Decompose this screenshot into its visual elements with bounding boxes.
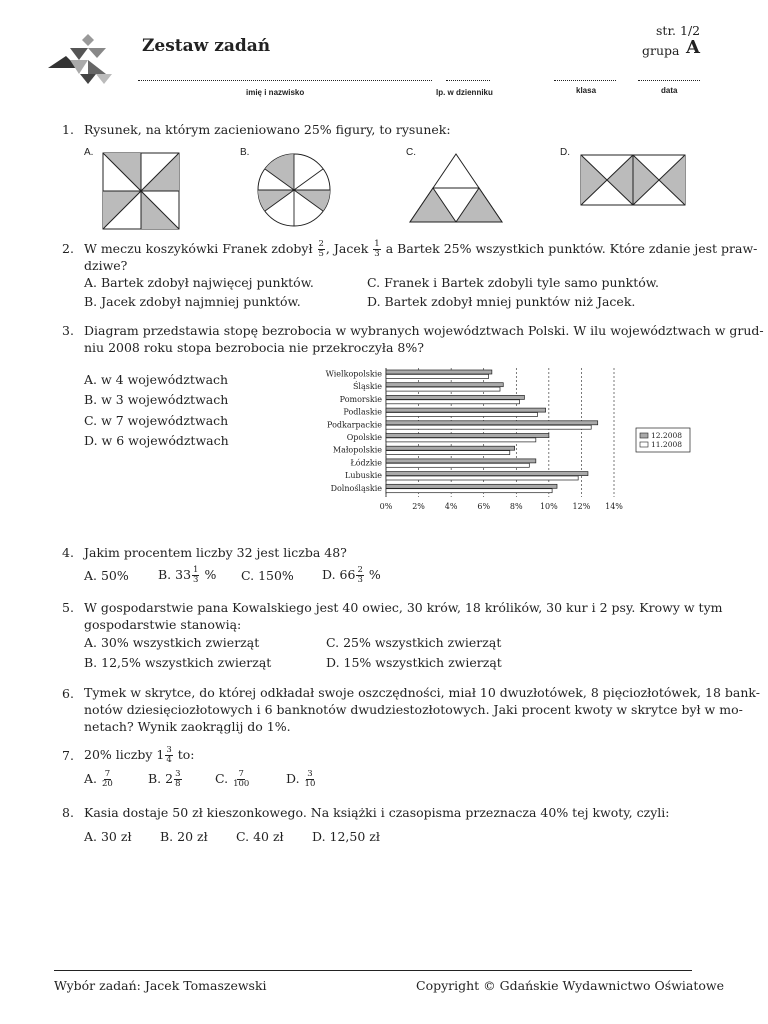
q2-fraction-jacek: $\frac{1}{3}$ xyxy=(374,239,380,259)
category-label: Podkarpackie xyxy=(327,420,382,430)
name-field-label: imię i nazwisko xyxy=(246,88,305,97)
category-label: Lubuskie xyxy=(345,471,382,481)
group-label: grupa xyxy=(642,43,680,58)
q8-number: 8. xyxy=(62,805,74,820)
q2-answer-b[interactable]: B. Jacek zdobył najmniej punktów. xyxy=(84,294,301,309)
number-field-label: lp. w dzienniku xyxy=(436,88,493,97)
category-label: Pomorskie xyxy=(339,394,382,404)
q1-option-c[interactable]: C. xyxy=(406,147,416,158)
q5-answer-d[interactable]: D. 15% wszystkich zwierząt xyxy=(326,655,502,670)
x-tick-label: 4% xyxy=(444,502,458,511)
q8-answer-b[interactable]: B. 20 zł xyxy=(160,829,208,844)
q2-text-b: , Jacek xyxy=(325,241,369,256)
x-tick-label: 6% xyxy=(477,502,491,511)
worksheet-title: Zestaw zadań xyxy=(142,36,271,56)
q2-answer-a[interactable]: A. Bartek zdobył najwięcej punktów. xyxy=(84,275,314,290)
q7-answer-a[interactable]: A. $\frac{7}{20}$ xyxy=(84,769,113,789)
q5-answer-c[interactable]: C. 25% wszystkich zwierząt xyxy=(326,635,502,650)
class-field-label: klasa xyxy=(576,86,597,95)
x-tick-label: 14% xyxy=(605,502,623,511)
bar-11.2008 xyxy=(386,451,510,455)
bar-11.2008 xyxy=(386,425,591,429)
q6-line1: Tymek w skrytce, do której odkładał swoje oszczędności, miał 10 dwuzłotówek, 8 pięciozłotówek, 18 bank- xyxy=(84,685,760,700)
q4-number: 4. xyxy=(62,545,74,560)
q7-answer-c[interactable]: C. $\frac{7}{100}$ xyxy=(215,769,250,789)
q4-answer-a[interactable]: A. 50% xyxy=(84,568,129,583)
x-tick-label: 0% xyxy=(379,502,393,511)
q5-line2: gospodarstwie stanowią: xyxy=(84,617,242,632)
number-field-line[interactable] xyxy=(446,72,490,81)
bar-12.2008 xyxy=(386,446,515,450)
category-label: Opolskie xyxy=(346,433,382,442)
x-tick-label: 8% xyxy=(509,502,523,511)
bar-12.2008 xyxy=(386,395,524,399)
legend-swatch xyxy=(640,442,648,447)
legend-label: 11.2008 xyxy=(651,440,683,449)
q8-answer-c[interactable]: C. 40 zł xyxy=(236,829,284,844)
q3-line2: niu 2008 roku stopa bezrobocia nie przekroczyła 8%? xyxy=(84,340,424,355)
q7-text: 20% liczby 1 $\frac{3}{4}$ to: xyxy=(84,745,195,765)
x-tick-label: 12% xyxy=(572,502,591,511)
q3-answer-c[interactable]: C. w 7 województwach xyxy=(84,413,229,428)
bar-12.2008 xyxy=(386,434,549,438)
q7-b-fraction: $\frac{3}{8}$ xyxy=(175,769,181,789)
q5-answer-a[interactable]: A. 30% wszystkich zwierząt xyxy=(84,635,260,650)
q2-answer-c[interactable]: C. Franek i Bartek zdobyli tyle samo punktów. xyxy=(367,275,659,290)
bar-12.2008 xyxy=(386,421,598,425)
bar-12.2008 xyxy=(386,383,503,387)
q4-d-fraction: $\frac{2}{3}$ xyxy=(357,565,363,585)
q5-line1: W gospodarstwie pana Kowalskiego jest 40 owiec, 30 krów, 18 królików, 30 kur i 2 psy. Krowy w tym xyxy=(84,600,723,615)
x-tick-label: 2% xyxy=(412,502,425,511)
q2-number: 2. xyxy=(62,241,74,256)
q7-answer-d[interactable]: D. $\frac{3}{10}$ xyxy=(286,769,316,789)
footer-author: Wybór zadań: Jacek Tomaszewski xyxy=(54,978,267,993)
bar-11.2008 xyxy=(386,374,489,378)
q7-number: 7. xyxy=(62,748,74,763)
unemployment-chart xyxy=(300,364,700,528)
q6-line2: notów dziesięciozłotowych i 6 banknotów dwudziestozłotowych. Jaki procent kwoty w skrytce był w mo- xyxy=(84,702,743,717)
q4-b-fraction: $\frac{1}{3}$ xyxy=(193,565,199,585)
footer-divider xyxy=(54,970,692,971)
bar-12.2008 xyxy=(386,484,557,488)
bar-12.2008 xyxy=(386,459,536,463)
category-label: Wielkopolskie xyxy=(325,369,382,379)
figure-b-circle[interactable] xyxy=(256,152,332,228)
page-number: str. 1/2 xyxy=(656,23,701,38)
q2-text-a: W meczu koszykówki Franek zdobył xyxy=(84,241,313,256)
category-label: Łódzkie xyxy=(350,458,382,468)
q1-text: Rysunek, na którym zacieniowano 25% figury, to rysunek: xyxy=(84,122,451,137)
x-tick-label: 10% xyxy=(539,502,558,511)
q1-option-a[interactable]: A. xyxy=(84,147,94,158)
q8-answer-d[interactable]: D. 12,50 zł xyxy=(312,829,380,844)
q8-text: Kasia dostaje 50 zł kieszonkowego. Na książki i czasopisma przeznacza 40% tej kwoty, czyli: xyxy=(84,805,670,820)
date-field-line[interactable] xyxy=(638,72,700,81)
figure-c-triangle[interactable] xyxy=(408,152,504,224)
legend-label: 12.2008 xyxy=(651,431,683,440)
q3-number: 3. xyxy=(62,323,74,338)
q7-a-fraction: $\frac{7}{20}$ xyxy=(102,769,113,789)
q7-fraction: $\frac{3}{4}$ xyxy=(166,745,172,765)
q1-option-b[interactable]: B. xyxy=(240,147,250,158)
category-label: Małopolskie xyxy=(332,445,382,455)
class-field-line[interactable] xyxy=(554,72,616,81)
q2-fraction-franek: $\frac{2}{5}$ xyxy=(318,239,324,259)
figure-a-square[interactable] xyxy=(102,152,180,230)
bar-12.2008 xyxy=(386,408,546,412)
category-label: Śląskie xyxy=(352,382,382,392)
bar-11.2008 xyxy=(386,476,578,480)
q4-answer-d[interactable]: D. 66 $\frac{2}{3}$ % xyxy=(322,565,381,585)
bar-11.2008 xyxy=(386,413,537,417)
q2-line2: dziwe? xyxy=(84,258,128,273)
q7-answer-b[interactable]: B. 2 $\frac{3}{8}$ xyxy=(148,769,181,789)
q6-line3: netach? Wynik zaokrąglij do 1%. xyxy=(84,719,291,734)
q2-answer-d[interactable]: D. Bartek zdobył mniej punktów niż Jacek. xyxy=(367,294,636,309)
q6-number: 6. xyxy=(62,686,74,701)
q5-number: 5. xyxy=(62,600,74,615)
category-label: Podlaskie xyxy=(343,407,382,417)
footer-copyright: Copyright © Gdańskie Wydawnictwo Oświatowe xyxy=(416,978,725,993)
q4-text: Jakim procentem liczby 32 jest liczba 48? xyxy=(84,545,347,560)
name-field-line[interactable] xyxy=(138,72,432,81)
q3-line1: Diagram przedstawia stopę bezrobocia w wybranych województwach Polski. W ilu województwach w grud- xyxy=(84,323,764,338)
bar-11.2008 xyxy=(386,463,529,467)
q1-number: 1. xyxy=(62,122,74,137)
q7-d-fraction: $\frac{3}{10}$ xyxy=(304,769,316,789)
bar-12.2008 xyxy=(386,370,492,374)
q5-answer-b[interactable]: B. 12,5% wszystkich zwierząt xyxy=(84,655,272,670)
bar-11.2008 xyxy=(386,400,520,404)
q4-answer-c[interactable]: C. 150% xyxy=(241,568,294,583)
q3-answer-b[interactable]: B. w 3 województwach xyxy=(84,392,229,407)
publisher-logo xyxy=(48,34,112,86)
q8-answer-a[interactable]: A. 30 zł xyxy=(84,829,132,844)
bar-11.2008 xyxy=(386,438,536,442)
q2-line1 xyxy=(84,240,757,259)
figure-d-rectangle[interactable] xyxy=(580,154,686,206)
group-value: A xyxy=(686,37,700,58)
date-field-label: data xyxy=(661,86,678,95)
q2-text-c: a Bartek 25% wszystkich punktów. Które zdanie jest praw- xyxy=(385,241,758,256)
bar-12.2008 xyxy=(386,472,588,476)
bar-11.2008 xyxy=(386,489,552,493)
q3-answer-d[interactable]: D. w 6 województwach xyxy=(84,433,229,448)
q1-option-d[interactable]: D. xyxy=(560,147,570,158)
q3-answer-a[interactable]: A. w 4 województwach xyxy=(84,372,229,387)
q4-answer-b[interactable]: B. 33 $\frac{1}{3}$ % xyxy=(158,565,217,585)
category-label: Dolnośląskie xyxy=(330,483,382,493)
q7-c-fraction: $\frac{7}{100}$ xyxy=(233,769,250,789)
legend-swatch xyxy=(640,433,648,438)
bar-11.2008 xyxy=(386,387,500,391)
